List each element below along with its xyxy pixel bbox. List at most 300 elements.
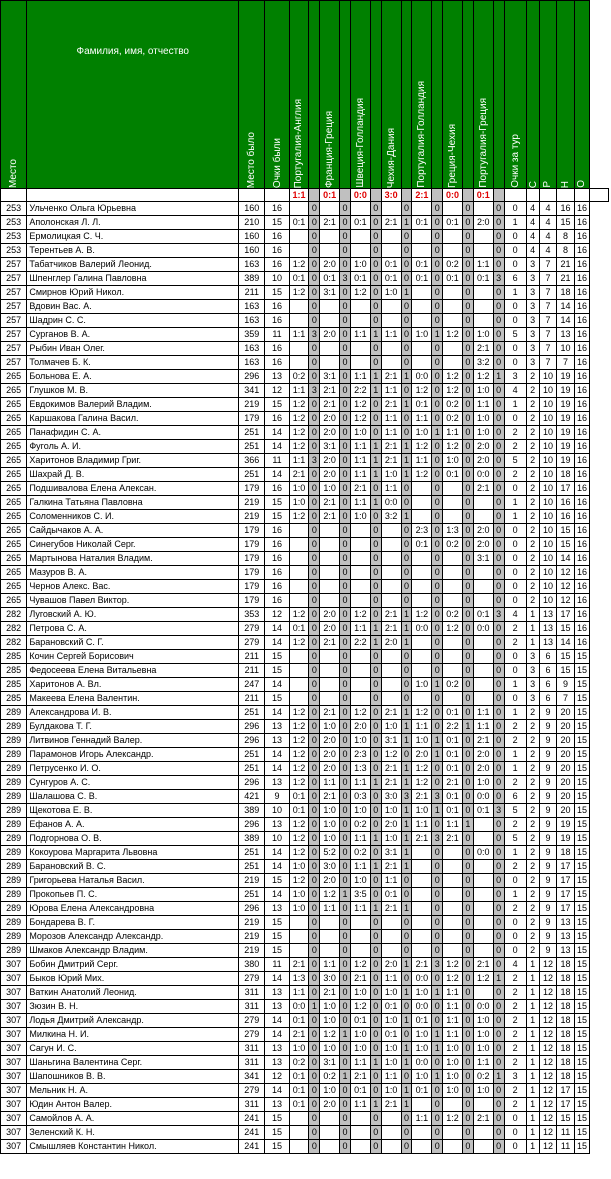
table-cell: 16 [574,230,589,244]
table-cell: 2:1 [381,706,401,720]
table-cell: Фуголь А. И. [27,440,239,454]
table-cell: 1 [504,496,526,510]
table-cell [381,650,401,664]
table-cell: 1 [401,832,412,846]
table-cell: 0:0 [473,1000,493,1014]
table-cell: 2 [504,1014,526,1028]
table-cell: Харитонов Владимир Григ. [27,454,239,468]
table-cell: 163 [239,356,265,370]
table-cell: 265 [1,440,27,454]
table-cell: 0 [462,594,473,608]
table-row [1,384,609,398]
table-cell: 0 [401,1140,412,1154]
table-cell: 1:1 [381,972,401,986]
table-cell [412,496,432,510]
table-cell [289,202,309,216]
table-cell: 10 [265,832,289,846]
table-cell: 279 [239,1028,265,1042]
table-cell: 0 [401,342,412,356]
table-cell: 2:0 [381,636,401,650]
table-cell: 2 [504,818,526,832]
table-cell: 0 [309,804,320,818]
table-cell: 1:0 [351,874,371,888]
table-cell: 0 [340,804,351,818]
table-row [1,552,609,566]
table-cell: 0 [462,356,473,370]
table-cell [443,552,463,566]
table-cell: 2:1 [381,902,401,916]
table-cell: 18 [557,1028,575,1042]
table-cell: 14 [265,846,289,860]
table-cell: 3 [432,958,443,972]
table-cell: 2:0 [473,440,493,454]
table-row [1,580,609,594]
table-cell: 0:1 [412,258,432,272]
table-cell: 1 [401,622,412,636]
table-cell: 1:0 [381,986,401,1000]
table-cell [320,1126,340,1140]
table-cell: 0 [462,958,473,972]
table-cell [473,860,493,874]
table-cell: 219 [239,510,265,524]
table-cell: 15 [265,398,289,412]
table-cell: 219 [239,930,265,944]
table-cell: 2 [526,832,539,846]
table-cell: 0 [462,1042,473,1056]
table-cell: 0 [493,1042,504,1056]
table-cell: 10 [539,482,557,496]
table-cell: 1:2 [412,384,432,398]
table-cell [381,342,401,356]
table-cell: 289 [1,804,27,818]
table-cell: 14 [265,636,289,650]
table-cell: 1 [401,1084,412,1098]
table-cell: 251 [239,440,265,454]
table-cell: 389 [239,804,265,818]
table-cell: 0:1 [412,1014,432,1028]
table-cell: 0 [401,384,412,398]
table-cell: 3 [493,608,504,622]
table-cell: 0:1 [381,1028,401,1042]
table-cell: 421 [239,790,265,804]
table-cell: 1 [401,1042,412,1056]
table-cell [289,552,309,566]
table-cell [473,580,493,594]
table-row [1,986,609,1000]
table-cell: 0 [309,860,320,874]
table-cell: 1:2 [473,972,493,986]
table-cell [443,230,463,244]
table-cell: 2 [504,860,526,874]
table-cell: Шпенглер Галина Павловна [27,272,239,286]
table-cell [412,230,432,244]
table-cell: 0 [493,692,504,706]
table-cell: 0 [493,412,504,426]
table-cell [381,930,401,944]
table-cell: Ульченко Ольга Юрьевна [27,202,239,216]
table-cell: 0 [370,650,381,664]
table-cell: 211 [239,692,265,706]
table-cell: 0 [462,496,473,510]
table-cell: 0 [309,202,320,216]
table-cell: 3 [504,370,526,384]
table-cell: 1 [432,734,443,748]
table-cell: 307 [1,1056,27,1070]
table-cell: 241 [239,1140,265,1154]
table-cell: 0 [401,1112,412,1126]
table-cell: 279 [239,972,265,986]
table-cell: Рыбин Иван Олег. [27,342,239,356]
table-cell: 0 [309,426,320,440]
table-cell: 15 [265,916,289,930]
table-cell [351,538,371,552]
table-cell: 0:2 [351,846,371,860]
table-cell: 1:2 [320,1028,340,1042]
table-row [1,860,609,874]
table-cell: Шапошников В. В. [27,1070,239,1084]
table-cell: 1:1 [320,902,340,916]
table-cell: 0 [370,524,381,538]
table-cell: 12 [539,972,557,986]
table-cell: 2 [504,902,526,916]
table-cell: 1:0 [412,1070,432,1084]
table-cell: 1:0 [443,454,463,468]
table-cell: 0 [493,720,504,734]
table-cell: 1:1 [351,440,371,454]
table-cell: 3:1 [320,1056,340,1070]
table-cell: 0 [432,258,443,272]
table-cell: 1:0 [381,720,401,734]
table-cell: 1:0 [381,1056,401,1070]
table-cell: 2 [504,1028,526,1042]
table-row [1,510,609,524]
table-cell: 1 [370,468,381,482]
table-cell: 2:2 [351,384,371,398]
table-cell: 5 [504,804,526,818]
table-cell: 0 [462,678,473,692]
table-cell: 1 [493,972,504,986]
table-cell: 279 [239,622,265,636]
table-cell: 0 [462,650,473,664]
table-cell: 0 [309,370,320,384]
table-cell: Кокоурова Маргарита Львовна [27,846,239,860]
table-cell: Бондарева В. Г. [27,916,239,930]
table-cell: 1:1 [351,902,371,916]
table-cell: 296 [239,818,265,832]
table-cell: Юдин Антон Валер. [27,1098,239,1112]
table-cell: 179 [239,566,265,580]
table-cell: 296 [239,776,265,790]
table-cell: 0:1 [443,468,463,482]
table-cell: 0 [340,972,351,986]
table-cell: 0 [504,342,526,356]
table-cell: 10 [539,398,557,412]
table-cell: 2 [504,986,526,1000]
table-row [1,370,609,384]
table-cell: 1 [340,888,351,902]
table-cell: 0 [462,524,473,538]
table-cell: 16 [574,384,589,398]
table-cell [443,566,463,580]
table-cell: 0 [462,426,473,440]
table-cell: 3 [526,286,539,300]
table-cell: 0:1 [320,272,340,286]
table-cell: 0 [462,398,473,412]
table-cell: 15 [557,664,575,678]
table-row [1,314,609,328]
table-cell: 2 [504,440,526,454]
table-cell: 279 [239,1084,265,1098]
table-cell: 1 [432,1070,443,1084]
table-cell: 2:1 [320,510,340,524]
table-cell: 20 [557,776,575,790]
table-cell: 0 [493,846,504,860]
table-cell: 307 [1,1140,27,1154]
table-cell [443,356,463,370]
table-cell: 0 [504,524,526,538]
table-cell: 289 [1,776,27,790]
table-row [1,804,609,818]
table-cell: 253 [1,230,27,244]
table-cell: 15 [265,496,289,510]
table-cell: 251 [239,762,265,776]
table-row [1,678,609,692]
table-cell: 18 [557,958,575,972]
table-cell [320,692,340,706]
table-cell: Булдакова Т. Г. [27,720,239,734]
table-cell [351,916,371,930]
table-cell: 0 [340,482,351,496]
table-cell: 3:2 [381,510,401,524]
table-cell: 0 [401,538,412,552]
table-cell: 0 [340,874,351,888]
table-cell: 14 [265,972,289,986]
table-cell: 0 [309,1084,320,1098]
table-cell: 163 [239,314,265,328]
table-cell: 0 [370,482,381,496]
table-cell: 15 [574,1014,589,1028]
table-cell: 1 [432,678,443,692]
table-cell: 0:2 [443,608,463,622]
table-cell: 160 [239,202,265,216]
table-cell [443,846,463,860]
table-cell: 0:0 [473,846,493,860]
table-cell: 0 [370,230,381,244]
table-cell: 1:1 [473,398,493,412]
table-cell: Синегубов Николай Серг. [27,538,239,552]
table-cell: 16 [574,244,589,258]
table-row [1,1042,609,1056]
table-cell: 0:1 [381,1000,401,1014]
table-cell: 0 [493,230,504,244]
table-cell: 1 [401,510,412,524]
table-cell: 19 [557,818,575,832]
table-cell: 0 [340,202,351,216]
table-cell: 0 [493,286,504,300]
table-cell: 0 [493,1014,504,1028]
table-cell: Мельник Н. А. [27,1084,239,1098]
table-cell: 2 [504,776,526,790]
table-cell: 14 [265,678,289,692]
table-cell [473,1098,493,1112]
table-cell: 0 [462,1126,473,1140]
table-cell: 0 [462,986,473,1000]
table-cell: 14 [557,314,575,328]
table-cell: 0 [432,902,443,916]
table-cell [443,636,463,650]
table-cell: 2:0 [320,622,340,636]
table-cell: 2:1 [381,370,401,384]
table-cell: 0 [504,1140,526,1154]
table-cell: 0 [432,468,443,482]
table-cell: 0:2 [443,258,463,272]
table-cell: 179 [239,594,265,608]
table-cell: 0 [370,944,381,958]
results-row [1,189,609,202]
table-cell [320,930,340,944]
table-row [1,846,609,860]
table-cell: 13 [265,720,289,734]
table-cell: 296 [239,720,265,734]
table-cell: 0 [493,1140,504,1154]
table-cell [320,244,340,258]
table-cell [412,594,432,608]
table-cell: 16 [574,580,589,594]
table-cell: 1 [504,286,526,300]
table-cell: 0 [370,510,381,524]
table-cell: 0 [370,272,381,286]
table-cell: 0 [340,958,351,972]
table-cell: 0 [462,342,473,356]
table-cell: 307 [1,1098,27,1112]
table-cell: 6 [504,790,526,804]
table-cell: 3:1 [381,734,401,748]
table-cell: 15 [265,944,289,958]
table-cell: 0 [432,1112,443,1126]
table-cell: 20 [557,804,575,818]
table-cell: 20 [557,748,575,762]
table-cell: Харитонов А. Вл. [27,678,239,692]
table-cell [320,650,340,664]
table-cell: 1:1 [443,1000,463,1014]
table-cell: 4 [539,244,557,258]
table-cell: 1:1 [473,1056,493,1070]
table-cell: 307 [1,972,27,986]
table-cell [351,314,371,328]
table-cell: Табатчиков Валерий Леонид. [27,258,239,272]
table-cell [289,1140,309,1154]
table-cell [351,664,371,678]
table-cell: 15 [574,930,589,944]
table-cell: 0 [401,258,412,272]
table-cell: 9 [539,720,557,734]
table-cell: 1 [504,216,526,230]
table-cell: 0 [493,762,504,776]
table-cell [443,692,463,706]
table-cell: 2:1 [381,622,401,636]
table-cell: 3 [526,328,539,342]
table-cell: 13 [265,1098,289,1112]
table-row [1,944,609,958]
table-cell: 14 [557,552,575,566]
table-cell: 289 [1,944,27,958]
table-cell: 0 [462,748,473,762]
table-cell [412,286,432,300]
table-cell: 296 [239,734,265,748]
table-cell: 0 [432,454,443,468]
table-cell: Шахрай Д. В. [27,468,239,482]
table-cell: 2:0 [473,748,493,762]
table-cell: 2 [526,398,539,412]
table-cell: 0 [340,566,351,580]
table-cell: 1:2 [289,636,309,650]
table-cell: 2 [526,384,539,398]
table-cell [412,902,432,916]
table-cell [381,944,401,958]
table-cell: 15 [574,1056,589,1070]
table-cell: 0 [462,664,473,678]
table-cell: 17 [557,860,575,874]
table-cell: 219 [239,916,265,930]
table-cell: 0 [340,258,351,272]
table-cell [320,916,340,930]
table-cell [381,678,401,692]
table-cell: 0 [504,594,526,608]
table-cell: 0 [401,692,412,706]
table-cell: 2:1 [412,958,432,972]
table-cell: 0:2 [289,1056,309,1070]
table-cell: 0 [432,440,443,454]
table-cell: 0 [309,1042,320,1056]
table-cell: 2 [504,720,526,734]
table-cell: Сагун И. С. [27,1042,239,1056]
table-cell: 1:0 [351,986,371,1000]
table-cell [351,930,371,944]
table-row [1,356,609,370]
table-cell: 1 [401,1014,412,1028]
table-cell: 1:2 [320,888,340,902]
table-cell: 15 [574,734,589,748]
table-cell: 0 [401,1126,412,1140]
table-cell [381,566,401,580]
table-cell: 1:0 [381,1014,401,1028]
table-cell: 1:2 [412,440,432,454]
table-cell: 2:1 [381,776,401,790]
table-cell: 1:0 [381,1084,401,1098]
table-cell: 7 [539,300,557,314]
table-cell: 1 [504,678,526,692]
table-cell: 251 [239,888,265,902]
header-match-6: Греция-Чехия [443,1,463,189]
table-cell: Парамонов Игорь Александр. [27,748,239,762]
table-cell: 2:0 [320,328,340,342]
table-cell: 0 [401,580,412,594]
table-cell: 3 [309,328,320,342]
table-cell: 0 [493,510,504,524]
table-row [1,748,609,762]
table-cell: 10 [539,524,557,538]
table-cell: 2 [526,426,539,440]
table-cell [289,916,309,930]
header-name: Фамилия, имя, отчество [27,1,239,189]
table-cell: 0 [493,1056,504,1070]
table-cell: 1:0 [320,818,340,832]
table-cell [473,832,493,846]
table-cell: 296 [239,370,265,384]
table-cell: 8 [557,230,575,244]
table-cell: 16 [574,468,589,482]
table-cell: 15 [265,216,289,230]
